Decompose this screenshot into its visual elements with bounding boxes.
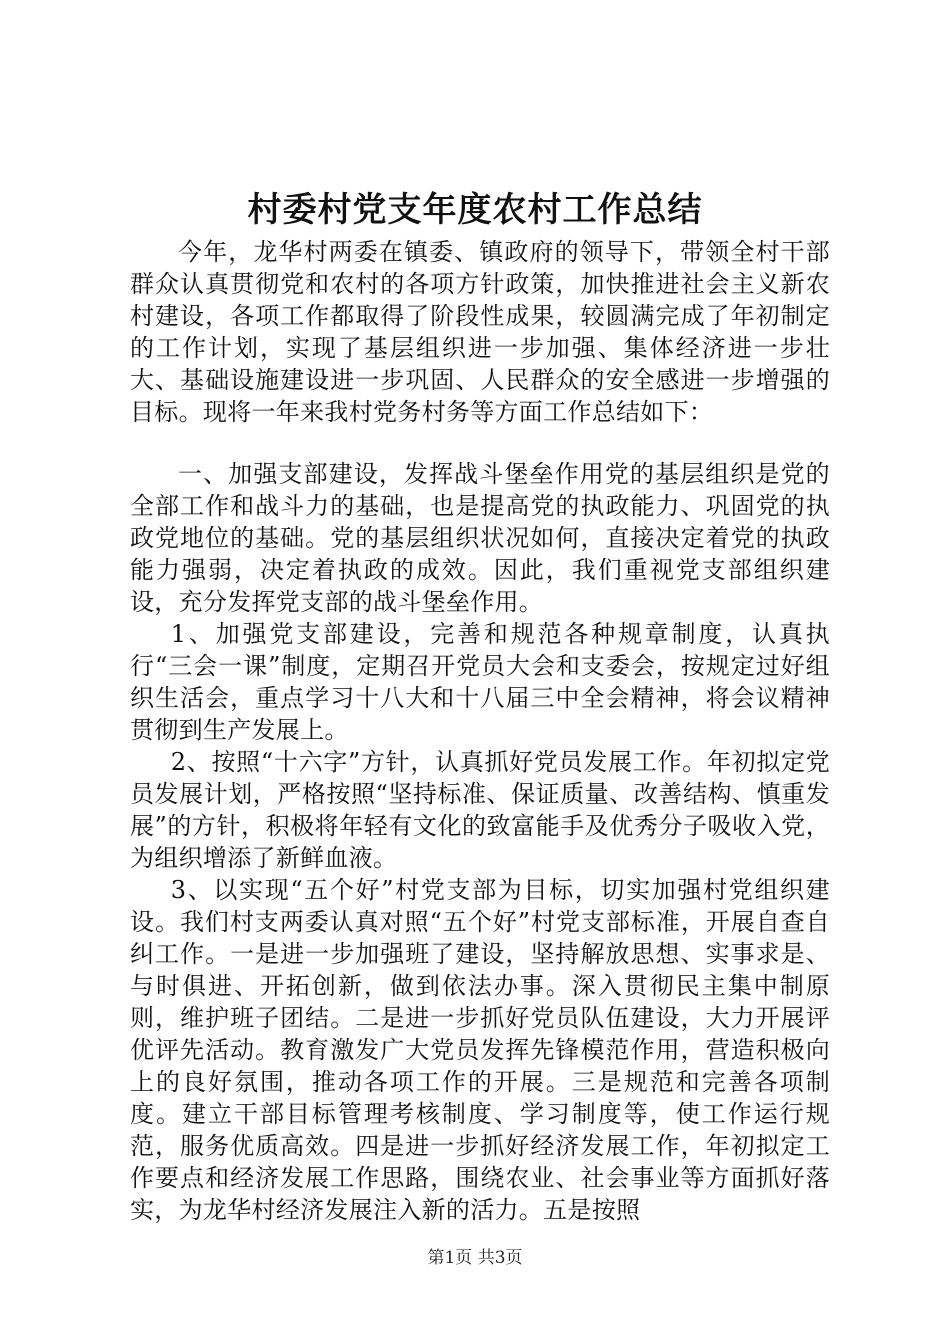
document-title: 村委村党支年度农村工作总结 <box>247 190 703 230</box>
paragraph-item-1: 1、加强党支部建设，完善和规范各种规章制度，认真执行“三会一课”制度，定期召开党员大会和支委会，按规定过好组织生活会，重点学习十八大和十八届三中全会精神，将会议精神贯彻到生产发展上。 <box>130 620 830 744</box>
page-number-footer: 第1页 共3页 <box>427 1248 523 1268</box>
paragraph-item-3: 3、以实现“五个好”村党支部为目标，切实加强村党组织建设。我们村支两委认真对照“五个好”村党支部标准，开展自查自纠工作。一是进一步加强班了建设，坚持解放思想、实事求是、与时俱进、开拓创新，做到依法办事。深入贯彻民主集中制原则，维护班子团结。二是进一步抓好党员队伍建设，大力开展评优评先活动。教育激发广大党员发挥先锋模范作用，营造积极向上的良好氛围，推动各项工作的开展。三是规范和完善各项制度。建立干部目标管理考核制度、学习制度等，使工作运行规范，服务优质高效。四是进一步抓好经济发展工作，年初拟定工作要点和经济发展工作思路，围绕农业、社会事业等方面抓好落实，为龙华村经济发展注入新的活力。五是按照 <box>130 876 830 1224</box>
paragraph-intro: 今年，龙华村两委在镇委、镇政府的领导下，带领全村干部群众认真贯彻党和农村的各项方针政策，加快推进社会主义新农村建设，各项工作都取得了阶段性成果，较圆满完成了年初制定的工作计划，实现了基层组织进一步加强、集体经济进一步壮大、基础设施建设进一步巩固、人民群众的安全感进一步增强的目标。现将一年来我村党务村务等方面工作总结如下： <box>130 238 830 426</box>
paragraph-section-1: 一、加强支部建设，发挥战斗堡垒作用党的基层组织是党的全部工作和战斗力的基础，也是提高党的执政能力、巩固党的执政党地位的基础。党的基层组织状况如何，直接决定着党的执政能力强弱，决定着执政的成效。因此，我们重视党支部组织建设，充分发挥党支部的战斗堡垒作用。 <box>130 460 830 616</box>
paragraph-gap <box>130 428 830 458</box>
paragraph-item-2: 2、按照“十六字”方针，认真抓好党员发展工作。年初拟定党员发展计划，严格按照“坚持标准、保证质量、改善结构、慎重发展”的方针，积极将年轻有文化的致富能手及优秀分子吸收入党，为组织增添了新鲜血液。 <box>130 748 830 872</box>
document-body <box>130 236 830 1226</box>
